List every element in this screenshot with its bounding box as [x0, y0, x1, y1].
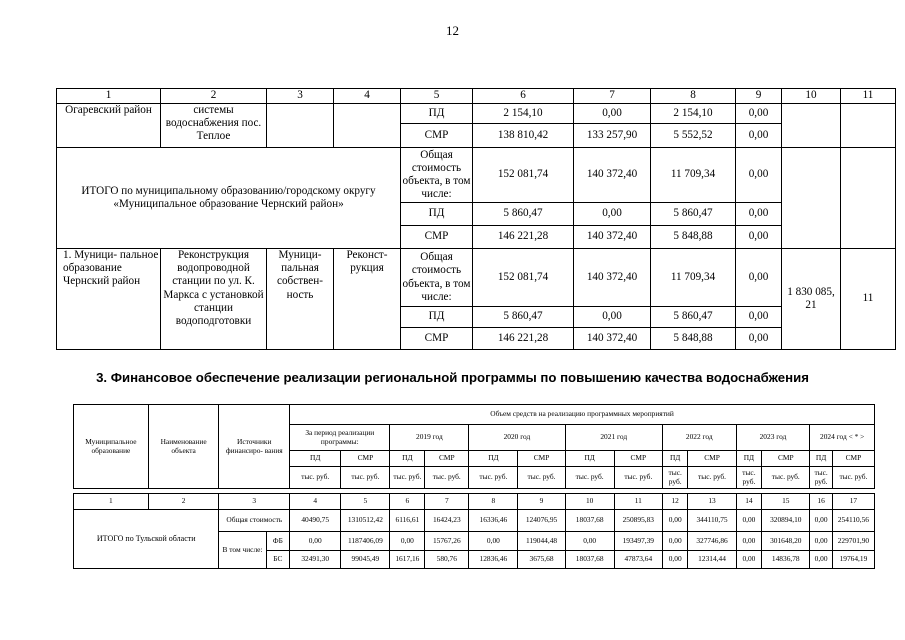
- capacity-cell: 1 830 085, 21: [782, 249, 841, 350]
- col-number: 11: [841, 89, 896, 104]
- unit-cell: тыс. руб.: [469, 467, 518, 489]
- value-cell: 0,00: [810, 532, 833, 551]
- year-header: 2024 год < * >: [810, 425, 875, 451]
- value-cell: 40490,75: [290, 510, 341, 532]
- incl-label: В том числе:: [219, 532, 266, 569]
- value-cell: 580,76: [425, 551, 469, 569]
- table-row: [57, 104, 896, 124]
- col-number: 2: [148, 494, 219, 510]
- unit-cell: тыс. руб.: [565, 467, 614, 489]
- col-number: 7: [425, 494, 469, 510]
- unit-cell: тыс. руб.: [518, 467, 565, 489]
- col-number: 15: [762, 494, 810, 510]
- value-cell: 0,00: [469, 532, 518, 551]
- sub-header: ПД: [390, 451, 425, 467]
- col-number: 3: [267, 89, 334, 104]
- value-cell: 5 552,52: [651, 124, 736, 148]
- value-cell: 146 221,28: [473, 328, 574, 350]
- value-cell: 152 081,74: [473, 148, 574, 203]
- value-cell: 2 154,10: [473, 104, 574, 124]
- col-number: 14: [736, 494, 762, 510]
- cost-type-cell: СМР: [401, 124, 473, 148]
- value-cell: 12836,46: [469, 551, 518, 569]
- cost-type-cell: ПД: [401, 104, 473, 124]
- unit-cell: тыс. руб.: [425, 467, 469, 489]
- object-cell: системы водоснабжения пос. Теплое: [161, 104, 267, 148]
- district-cell: Огаревский район: [57, 104, 161, 148]
- value-cell: 47873,64: [614, 551, 662, 569]
- value-cell: 5 860,47: [651, 203, 736, 226]
- sub-header: СМР: [341, 451, 390, 467]
- value-cell: 229701,90: [832, 532, 874, 551]
- col-number: 5: [401, 89, 473, 104]
- value-cell: 0,00: [736, 104, 782, 124]
- value-cell: 254110,56: [832, 510, 874, 532]
- value-cell: 140 372,40: [574, 226, 651, 249]
- unit-cell: тыс. руб.: [662, 467, 688, 489]
- value-cell: 1310512,42: [341, 510, 390, 532]
- cost-type-cell: СМР: [401, 226, 473, 249]
- financing-table: [73, 404, 875, 569]
- sub-header: ПД: [736, 451, 762, 467]
- value-cell: 32491,30: [290, 551, 341, 569]
- col-number: 7: [574, 89, 651, 104]
- sub-header: ПД: [565, 451, 614, 467]
- municipality-name: Муници- пальное образование Чернский район: [63, 249, 159, 288]
- value-cell: 6116,61: [390, 510, 425, 532]
- sub-header: ПД: [810, 451, 833, 467]
- unit-cell: тыс. руб.: [810, 467, 833, 489]
- empty-cell: [334, 104, 401, 148]
- value-cell: 11 709,34: [651, 148, 736, 203]
- sub-header: СМР: [518, 451, 565, 467]
- value-cell: 1617,16: [390, 551, 425, 569]
- table-row: [74, 510, 875, 532]
- value-cell: 0,00: [390, 532, 425, 551]
- value-cell: 140 372,40: [574, 328, 651, 350]
- year-header: 2020 год: [469, 425, 565, 451]
- value-cell: 140 372,40: [574, 148, 651, 203]
- sub-header: ПД: [290, 451, 341, 467]
- value-cell: 11: [841, 249, 896, 350]
- value-cell: 5 860,47: [473, 307, 574, 328]
- year-header: 2019 год: [390, 425, 469, 451]
- value-cell: 0,00: [736, 307, 782, 328]
- empty-cell: [782, 148, 841, 249]
- value-cell: 0,00: [574, 307, 651, 328]
- municipality-cell: [57, 249, 161, 350]
- col-number: 13: [688, 494, 736, 510]
- column-number-row: [74, 494, 875, 510]
- col-number: 3: [219, 494, 290, 510]
- value-cell: 0,00: [565, 532, 614, 551]
- unit-cell: тыс. руб.: [341, 467, 390, 489]
- value-cell: 2 154,10: [651, 104, 736, 124]
- value-cell: 0,00: [736, 532, 762, 551]
- col-number: 12: [662, 494, 688, 510]
- fund-source: БС: [266, 551, 290, 569]
- year-header: 2021 год: [565, 425, 662, 451]
- value-cell: 0,00: [736, 510, 762, 532]
- item-number: 1.: [63, 249, 72, 261]
- value-cell: 0,00: [810, 510, 833, 532]
- col-number: 10: [565, 494, 614, 510]
- value-cell: 0,00: [662, 551, 688, 569]
- col-number: 1: [74, 494, 149, 510]
- value-cell: 0,00: [736, 328, 782, 350]
- unit-cell: тыс. руб.: [832, 467, 874, 489]
- fund-source: ФБ: [266, 532, 290, 551]
- unit-cell: тыс. руб.: [762, 467, 810, 489]
- col-number: 11: [614, 494, 662, 510]
- cost-type-cell: СМР: [401, 328, 473, 350]
- page-number: 12: [446, 23, 459, 38]
- value-cell: 99045,49: [341, 551, 390, 569]
- cost-type-cell: ПД: [401, 203, 473, 226]
- value-cell: 138 810,42: [473, 124, 574, 148]
- value-cell: 16336,46: [469, 510, 518, 532]
- unit-cell: тыс. руб.: [736, 467, 762, 489]
- value-cell: 5 848,88: [651, 226, 736, 249]
- sub-header: ПД: [469, 451, 518, 467]
- value-cell: 1187406,09: [341, 532, 390, 551]
- col-number: 9: [518, 494, 565, 510]
- value-cell: 0,00: [662, 532, 688, 551]
- total-region-cell: ИТОГО по Тульской области: [74, 510, 219, 569]
- empty-cell: [841, 104, 896, 148]
- ownership-cell: Муници- пальная собствен- ность: [267, 249, 334, 350]
- col-number: 17: [832, 494, 874, 510]
- value-cell: 301648,20: [762, 532, 810, 551]
- value-cell: 344110,75: [688, 510, 736, 532]
- value-cell: 16424,23: [425, 510, 469, 532]
- value-cell: 18037,68: [565, 551, 614, 569]
- value-cell: 327746,86: [688, 532, 736, 551]
- sub-header: СМР: [688, 451, 736, 467]
- sub-header: СМР: [425, 451, 469, 467]
- col-number: 4: [290, 494, 341, 510]
- col-number: 9: [736, 89, 782, 104]
- unit-cell: тыс. руб.: [290, 467, 341, 489]
- value-cell: 0,00: [574, 104, 651, 124]
- value-cell: 124076,95: [518, 510, 565, 532]
- unit-cell: тыс. руб.: [688, 467, 736, 489]
- value-cell: 152 081,74: [473, 249, 574, 307]
- object-cell: Реконструкция водопроводной станции по ул. К. Маркса с установкой станции водоподготовки: [161, 249, 267, 350]
- value-cell: 15767,26: [425, 532, 469, 551]
- value-cell: 14836,78: [762, 551, 810, 569]
- value-cell: 0,00: [736, 124, 782, 148]
- col-number: 10: [782, 89, 841, 104]
- col-sources: Источники финансиро- вания: [219, 405, 290, 489]
- value-cell: 0,00: [574, 203, 651, 226]
- sub-header: СМР: [614, 451, 662, 467]
- value-cell: 146 221,28: [473, 226, 574, 249]
- value-cell: 250895,83: [614, 510, 662, 532]
- value-cell: 11 709,34: [651, 249, 736, 307]
- col-number: 16: [810, 494, 833, 510]
- col-number: 6: [473, 89, 574, 104]
- value-cell: 18037,68: [565, 510, 614, 532]
- unit-cell: тыс. руб.: [614, 467, 662, 489]
- value-cell: 119044,48: [518, 532, 565, 551]
- empty-cell: [267, 104, 334, 148]
- value-cell: 0,00: [736, 249, 782, 307]
- value-cell: 0,00: [736, 203, 782, 226]
- cost-type-cell: Общая стоимость объекта, в том числе:: [401, 148, 473, 203]
- empty-cell: [782, 104, 841, 148]
- table-row: [57, 148, 896, 203]
- value-cell: 5 860,47: [473, 203, 574, 226]
- col-object: Наименование объекта: [148, 405, 219, 489]
- table-row: [57, 249, 896, 307]
- year-header: 2023 год: [736, 425, 810, 451]
- col-number: 1: [57, 89, 161, 104]
- general-cost-label: Общая стоимость: [219, 510, 290, 532]
- value-cell: 5 860,47: [651, 307, 736, 328]
- value-cell: 0,00: [736, 551, 762, 569]
- value-cell: 0,00: [662, 510, 688, 532]
- col-municipality: Муниципальное образование: [74, 405, 149, 489]
- value-cell: 0,00: [290, 532, 341, 551]
- value-cell: 12314,44: [688, 551, 736, 569]
- value-cell: 5 848,88: [651, 328, 736, 350]
- total-label-cell: ИТОГО по муниципальному образованию/городскому округу «Муниципальное образование Чернский район»: [57, 148, 401, 249]
- group-header: Объем средств на реализацию программных мероприятий: [290, 405, 875, 425]
- empty-cell: [841, 148, 896, 249]
- sub-header: СМР: [762, 451, 810, 467]
- program-objects-table: [56, 88, 896, 350]
- col-number: 2: [161, 89, 267, 104]
- value-cell: 140 372,40: [574, 249, 651, 307]
- table-header-row: [74, 405, 875, 425]
- sub-header: ПД: [662, 451, 688, 467]
- col-number: 8: [651, 89, 736, 104]
- sub-header: СМР: [832, 451, 874, 467]
- unit-cell: тыс. руб.: [390, 467, 425, 489]
- work-type-cell: Реконст- рукция: [334, 249, 401, 350]
- value-cell: 320894,10: [762, 510, 810, 532]
- value-cell: 0,00: [736, 148, 782, 203]
- col-number: 8: [469, 494, 518, 510]
- value-cell: 133 257,90: [574, 124, 651, 148]
- col-number: 4: [334, 89, 401, 104]
- value-cell: 19764,19: [832, 551, 874, 569]
- value-cell: 3675,68: [518, 551, 565, 569]
- period-header: За период реализации программы:: [290, 425, 390, 451]
- cost-type-cell: ПД: [401, 307, 473, 328]
- value-cell: 193497,39: [614, 532, 662, 551]
- section-heading: 3. Финансовое обеспечение реализации региональной программы по повышению качества водоснабжения: [96, 370, 809, 385]
- col-number: 6: [390, 494, 425, 510]
- col-number: 5: [341, 494, 390, 510]
- year-header: 2022 год: [662, 425, 736, 451]
- value-cell: 0,00: [736, 226, 782, 249]
- value-cell: 0,00: [810, 551, 833, 569]
- cost-type-cell: Общая стоимость объекта, в том числе:: [401, 249, 473, 307]
- table-header-row: [57, 89, 896, 104]
